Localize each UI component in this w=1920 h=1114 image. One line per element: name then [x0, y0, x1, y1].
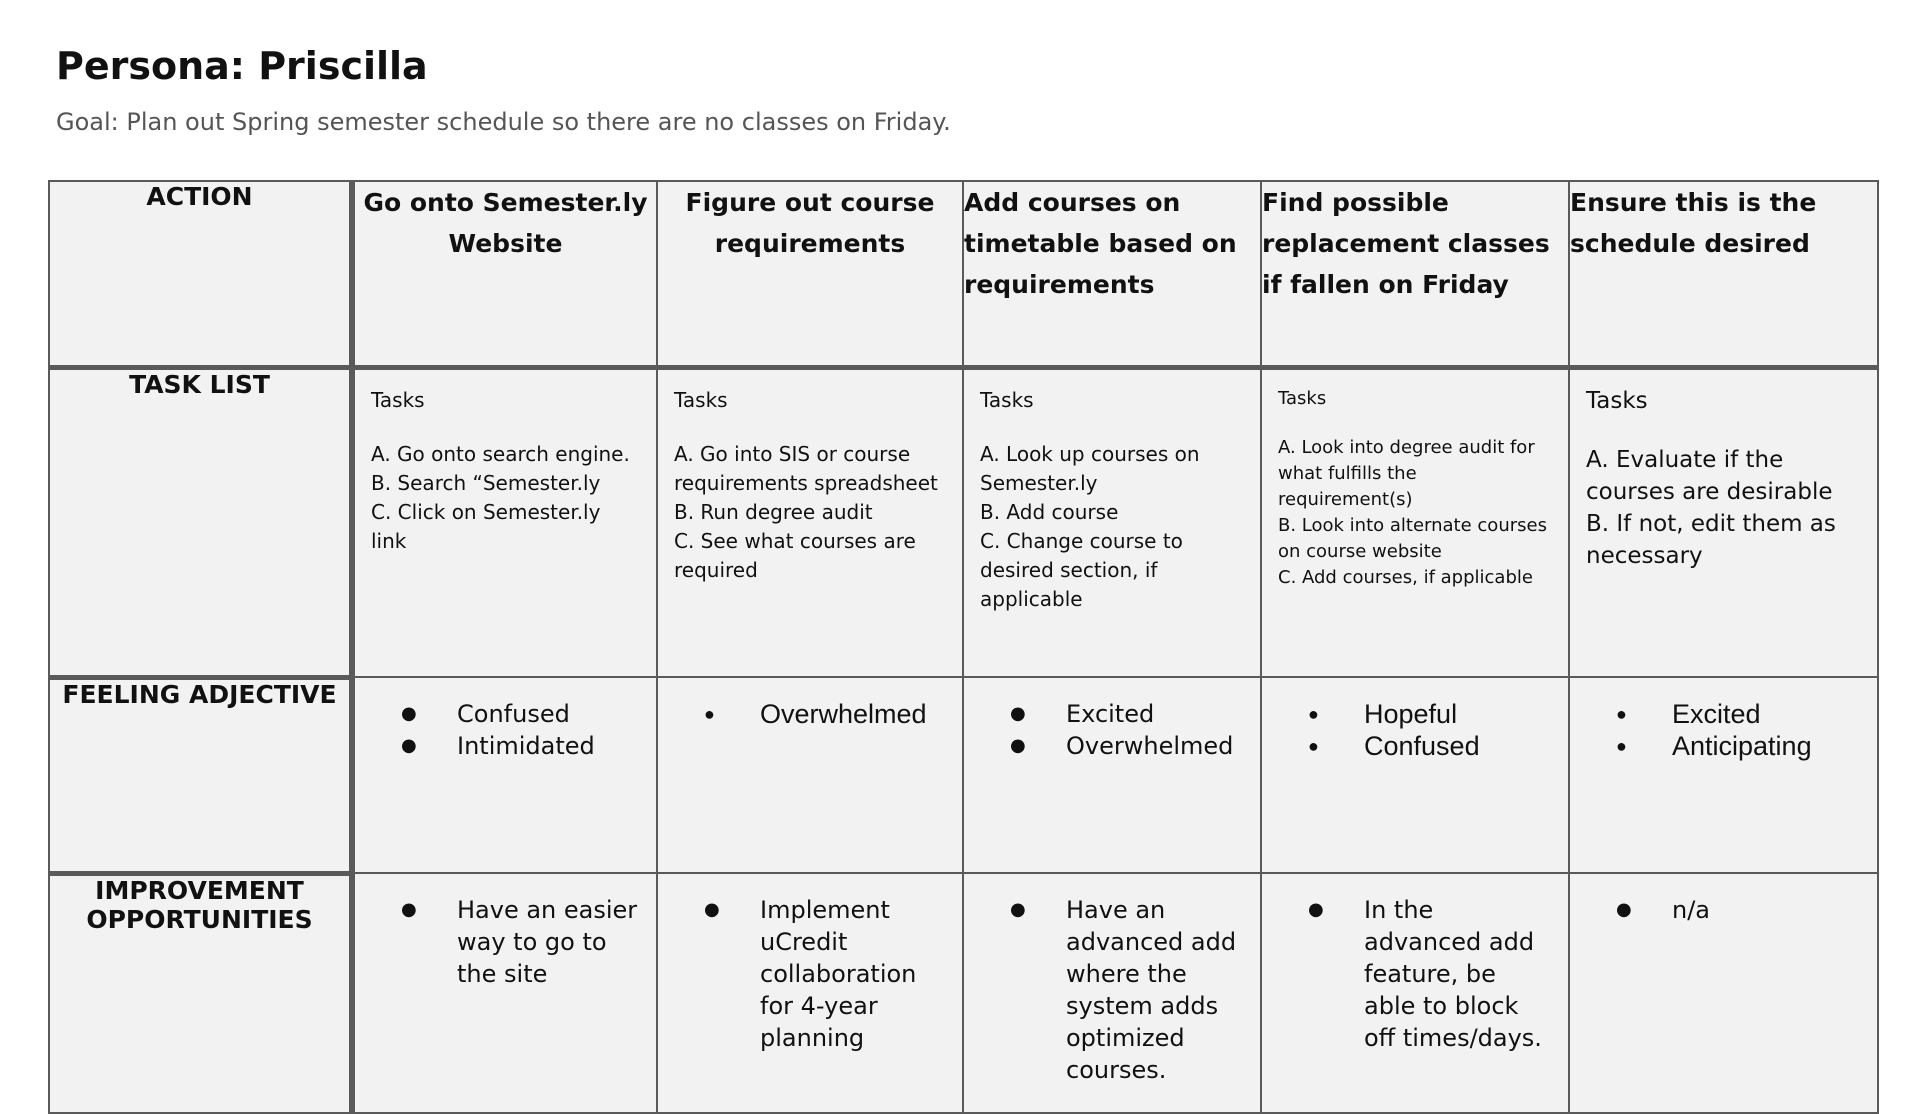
feeling-cell-1 — [352, 677, 657, 873]
journey-map-table — [48, 180, 1879, 1114]
task-item: C. Add courses, if applicable — [1278, 566, 1533, 588]
task-item: B. Search “Semester.ly — [371, 470, 601, 495]
action-text: Figure out course — [685, 188, 935, 217]
action-cell-3 — [963, 181, 1261, 367]
feeling-item: ● Excited — [1616, 698, 1867, 730]
row-label-improvement: IMPROVEMENT OPPORTUNITIES — [49, 873, 352, 1113]
improvement-item: ● Have an advanced add where the system adds optimized courses. — [1010, 894, 1250, 1086]
improvement-item: ● n/a — [1616, 894, 1867, 926]
task-item: Semester.ly — [980, 470, 1098, 495]
feeling-item: ● Excited — [1010, 698, 1250, 730]
feeling-cell-2 — [657, 677, 963, 873]
task-item: requirements spreadsheet — [674, 470, 938, 495]
action-cell-5 — [1569, 181, 1878, 367]
feeling-item: ● Anticipating — [1616, 730, 1867, 762]
tasks-heading: Tasks — [674, 387, 728, 412]
action-text: Ensure this is the — [1570, 188, 1817, 217]
improvement-cell-2 — [657, 873, 963, 1113]
action-text: replacement classes — [1262, 229, 1550, 258]
action-text: schedule desired — [1570, 229, 1810, 258]
task-item: A. Evaluate if the — [1586, 446, 1784, 473]
action-cell-4 — [1261, 181, 1569, 367]
improvement-cell-4 — [1261, 873, 1569, 1113]
action-cell-2 — [657, 181, 963, 367]
task-item: C. See what courses are — [674, 528, 916, 553]
action-text: if fallen on Friday — [1262, 270, 1509, 299]
tasks-heading: Tasks — [1278, 387, 1327, 409]
task-item: requirement(s) — [1278, 488, 1413, 510]
page-title: Persona: Priscilla — [56, 44, 428, 88]
task-item: C. Change course to — [980, 528, 1183, 553]
row-label-feeling: FEELING ADJECTIVE — [49, 677, 352, 873]
row-label-task-list: TASK LIST — [49, 367, 352, 677]
task-item: A. Look into degree audit for — [1278, 436, 1535, 458]
task-item: necessary — [1586, 542, 1703, 569]
task-cell-4 — [1261, 367, 1569, 677]
feeling-item: ● Confused — [401, 698, 646, 730]
task-item: C. Click on Semester.ly link — [371, 499, 601, 553]
task-item: B. Look into alternate courses — [1278, 514, 1547, 536]
feeling-cell-4 — [1261, 677, 1569, 873]
feeling-item: ● Overwhelmed — [704, 698, 952, 730]
feeling-item: ● Confused — [1308, 730, 1558, 762]
improvement-row — [49, 873, 1878, 1113]
improvement-cell-1 — [352, 873, 657, 1113]
improvement-item: ● Implement uCredit collaboration for 4-year planning — [704, 894, 952, 1054]
tasks-heading: Tasks — [371, 387, 425, 412]
feeling-item: ● Overwhelmed — [1010, 730, 1250, 762]
action-cell-1 — [352, 181, 657, 367]
action-text: Add courses on — [964, 188, 1181, 217]
task-item: desired section, if — [980, 557, 1158, 582]
action-text: Find possible — [1262, 188, 1449, 217]
task-list-row — [49, 367, 1878, 677]
task-item: B. Add course — [980, 499, 1119, 524]
feeling-item: ● Hopeful — [1308, 698, 1558, 730]
action-row — [49, 181, 1878, 367]
tasks-heading: Tasks — [980, 387, 1034, 412]
task-item: courses are desirable — [1586, 478, 1833, 505]
goal-text: Goal: Plan out Spring semester schedule so there are no classes on Friday. — [56, 108, 951, 136]
action-text: requirements — [714, 229, 906, 258]
task-cell-3 — [963, 367, 1261, 677]
improvement-cell-5 — [1569, 873, 1878, 1113]
task-item: A. Go onto search engine. — [371, 441, 630, 466]
task-item: B. If not, edit them as — [1586, 510, 1836, 537]
action-text: requirements — [964, 270, 1155, 299]
task-item: required — [674, 557, 758, 582]
feeling-row — [49, 677, 1878, 873]
tasks-heading: Tasks — [1586, 387, 1648, 414]
action-text: timetable based on — [964, 229, 1237, 258]
improvement-item: ● Have an easier way to go to the site — [401, 894, 646, 990]
task-item: A. Go into SIS or course — [674, 441, 911, 466]
task-cell-1 — [352, 367, 657, 677]
feeling-item: ● Intimidated — [401, 730, 646, 762]
task-cell-5 — [1569, 367, 1878, 677]
task-item: applicable — [980, 586, 1083, 611]
action-text: Website — [448, 229, 563, 258]
feeling-cell-3 — [963, 677, 1261, 873]
feeling-cell-5 — [1569, 677, 1878, 873]
action-text: Go onto Semester.ly — [363, 188, 648, 217]
improvement-item: ● In the advanced add feature, be able to block off times/days. — [1308, 894, 1558, 1054]
row-label-action: ACTION — [49, 181, 352, 367]
task-item: B. Run degree audit — [674, 499, 873, 524]
improvement-cell-3 — [963, 873, 1261, 1113]
task-cell-2 — [657, 367, 963, 677]
task-item: A. Look up courses on — [980, 441, 1200, 466]
task-item: what fulfills the — [1278, 462, 1417, 484]
task-item: on course website — [1278, 540, 1442, 562]
